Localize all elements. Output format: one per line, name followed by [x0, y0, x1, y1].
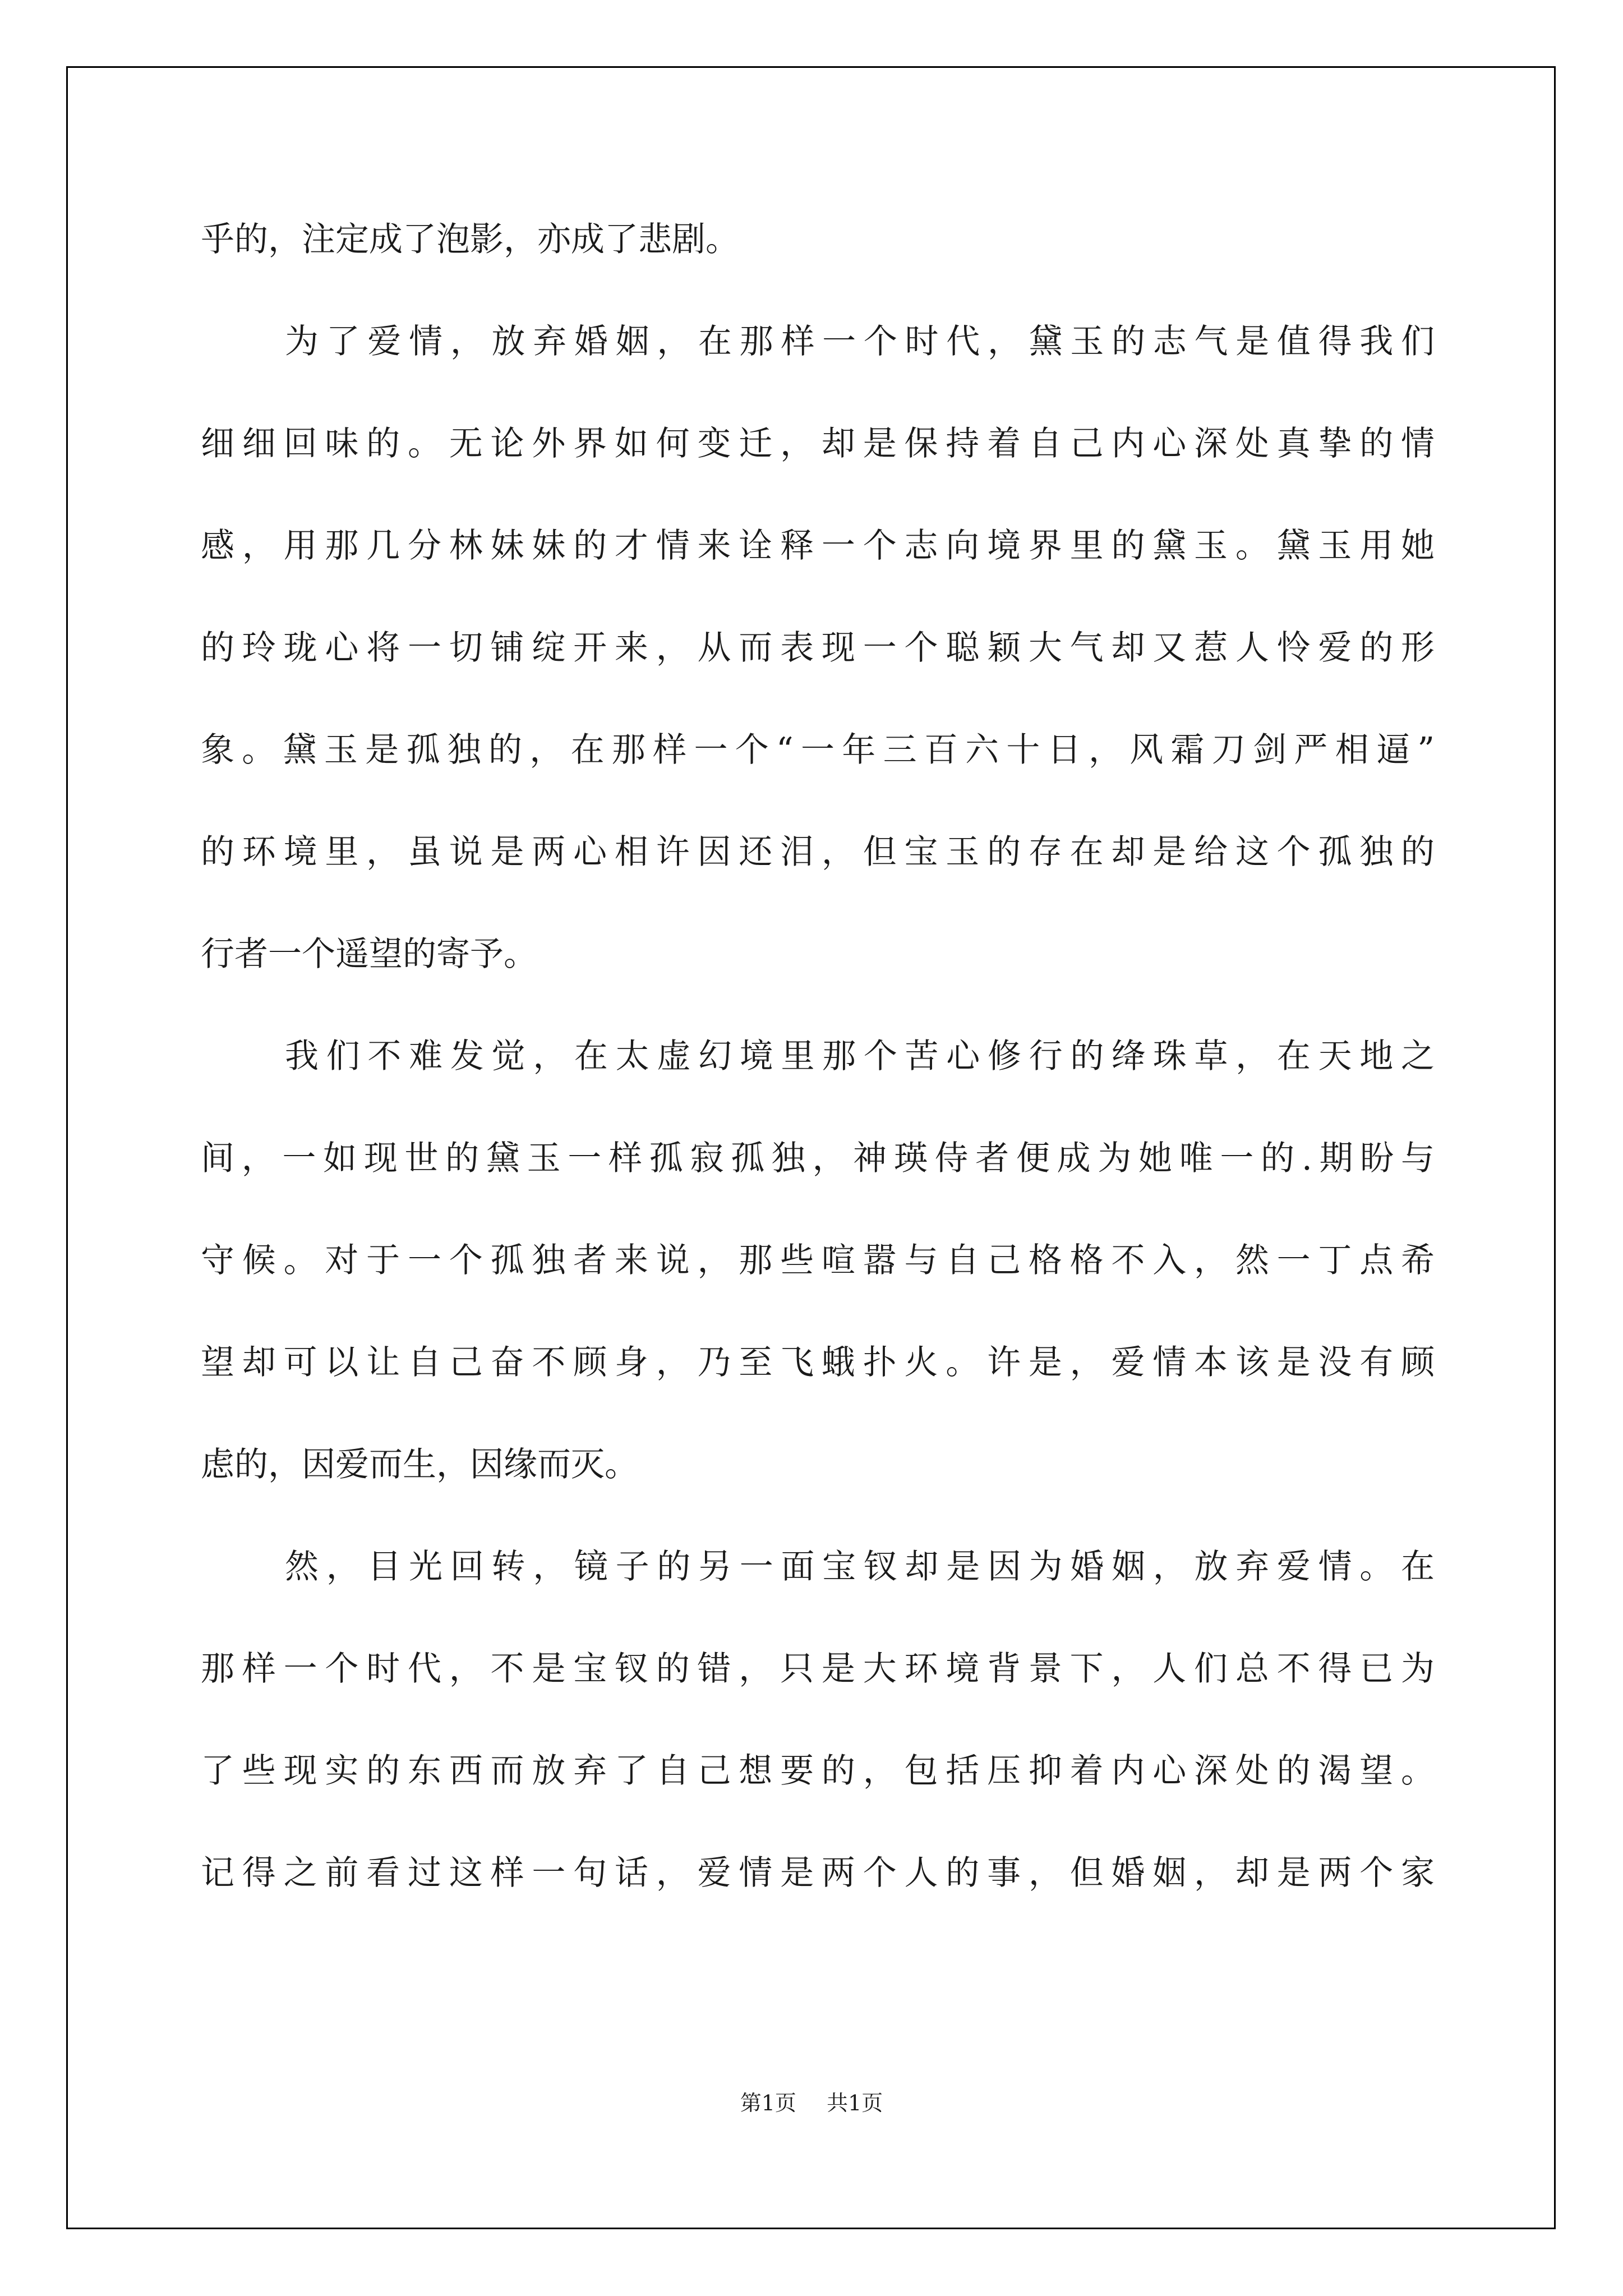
text-line: 虑的，因爱而生，因缘而灭。 — [201, 1445, 638, 1484]
text-line: 细细回味的。无论外界如何变迁，却是保持着自己内心深处真挚的情 — [201, 424, 1435, 463]
paragraph-first-line: 然，目光回转，镜子的另一面宝钗却是因为婚姻，放弃爱情。在 — [285, 1547, 1435, 1586]
page-footer — [0, 2086, 1623, 2116]
page-number: 第1页 — [740, 2091, 796, 2115]
text-line: 记得之前看过这样一句话，爱情是两个人的事，但婚姻，却是两个家 — [201, 1853, 1435, 1893]
text-line: 的环境里，虽说是两心相许因还泪，但宝玉的存在却是给这个孤独的 — [201, 832, 1435, 872]
paragraph-first-line: 我们不难发觉，在太虚幻境里那个苦心修行的绛珠草，在天地之 — [285, 1037, 1435, 1076]
text-line: 感，用那几分林妹妹的才情来诠释一个志向境界里的黛玉。黛玉用她 — [201, 526, 1435, 565]
text-line: 间，一如现世的黛玉一样孤寂孤独，神瑛侍者便成为她唯一的.期盼与 — [201, 1139, 1435, 1178]
text-line: 了些现实的东西而放弃了自己想要的，包括压抑着内心深处的渴望。 — [201, 1751, 1435, 1791]
text-line: 守候。对于一个孤独者来说，那些喧嚣与自己格格不入，然一丁点希 — [201, 1241, 1435, 1280]
document-body — [201, 188, 1435, 1924]
text-line: 乎的，注定成了泡影，亦成了悲剧。 — [201, 220, 739, 259]
page-total: 共1页 — [827, 2091, 883, 2115]
text-line: 的玲珑心将一切铺绽开来，从而表现一个聪颖大气却又惹人怜爱的形 — [201, 628, 1435, 668]
text-line: 望却可以让自己奋不顾身，乃至飞蛾扑火。许是，爱情本该是没有顾 — [201, 1343, 1435, 1382]
paragraph-first-line: 为了爱情，放弃婚姻，在那样一个时代，黛玉的志气是值得我们 — [285, 322, 1435, 361]
text-line: 行者一个遥望的寄予。 — [201, 935, 537, 974]
text-line: 那样一个时代，不是宝钗的错，只是大环境背景下，人们总不得已为 — [201, 1649, 1435, 1688]
text-line: 象。黛玉是孤独的，在那样一个“一年三百六十日，风霜刀剑严相逼” — [201, 730, 1435, 770]
